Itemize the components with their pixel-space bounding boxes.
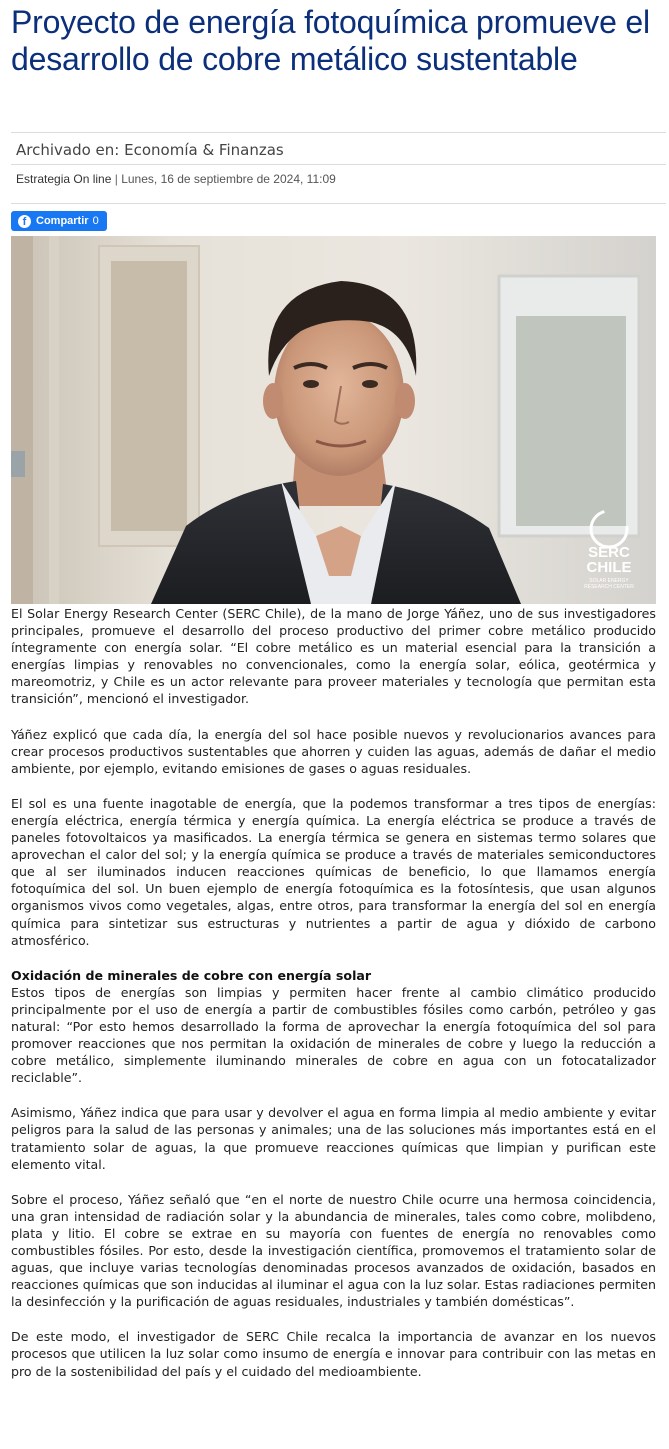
facebook-share-button[interactable] (11, 211, 107, 231)
byline-source: Estrategia On line (16, 172, 112, 186)
portrait-illustration (11, 236, 656, 604)
svg-text:CHILE: CHILE (586, 559, 632, 576)
paragraph: El Solar Energy Research Center (SERC Chile), de la mano de Jorge Yáñez, uno de sus investigadores principales, promueve el desarrollo del proceso productivo del primer cobre metálico producido íntegramente con energía solar. “El cobre metálico es un material esencial para la transición a energías limpias y renovables no convencionales, como la energía solar, eólica, geotérmica y mareomotriz, y Chile es un actor relevante para proveer materiales y tecnología que permitan esta transición”, mencionó el investigador. (11, 606, 656, 707)
svg-text:SOLAR ENERGY: SOLAR ENERGY (589, 578, 629, 584)
paragraph: Yáñez explicó que cada día, la energía del sol hace posible nuevos y revolucionarios avances para crear procesos productivos sustentables que ahorren y cuiden las aguas, además de dañar el medio ambiente, por ejemplo, evitando emisiones de gases o aguas residuales. (11, 726, 656, 776)
paragraph: Estos tipos de energías son limpias y permiten hacer frente al cambio climático producido principalmente por el uso de energía a partir de combustibles fósiles como carbón, petróleo y gas natural: “Por esto hemos desarrollado la forma de aprovechar la energía fotoquímica del sol para promover reacciones que nos permitan la oxidación de minerales de cobre y luego la reducción a cobre metálico, simplemente iluminando minerales de cobre en agua con un fotocatalizador reciclable”. (11, 984, 656, 1086)
article-photo (11, 236, 656, 604)
byline-separator: | (114, 172, 118, 186)
archived-bar (11, 132, 666, 165)
article-body (11, 605, 656, 1398)
facebook-icon: f (18, 215, 31, 228)
share-label: Compartir (36, 215, 89, 227)
paragraph: De este modo, el investigador de SERC Chile recalca la importancia de avanzar en los nuevos procesos que utilicen la luz solar como insumo de energía e innovar para contribuir con las metas en pro de la sostenibilidad del país y el cuidado del medioambiente. (11, 1329, 656, 1379)
page-title: Proyecto de energía fotoquímica promueve el desarrollo de cobre metálico sustentable (11, 4, 650, 77)
share-count: 0 (92, 215, 99, 227)
paragraph: Asimismo, Yáñez indica que para usar y devolver el agua en forma limpia al medio ambiente y evitar peligros para la salud de las personas y animales; una de las soluciones más importantes está en el tratamiento solar de aguas, la que promueve reacciones químicas que limpian y purifican este elemento vital. (11, 1105, 656, 1172)
paragraph: El sol es una fuente inagotable de energía, que la podemos transformar a tres tipos de energías: energía eléctrica, energía térmica y energía química. La energía eléctrica se produce a través de paneles fotovoltaicos ya masificados. La energía térmica se genera en sistemas termo solares que aprovechan el calor del sol; y la energía química se produce a través de materiales semiconductores que al ser iluminados inducen reacciones químicas de beneficio, lo que llamamos energía fotoquímica del sol. Un buen ejemplo de energía fotoquímica es la fotosíntesis, que usan algunos organismos vivos como vegetales, algas, entre otros, para transformar la energía del sol en energía química para sintetizar sus estructuras y nutrientes a partir de agua y dióxido de carbono atmosférico. (11, 795, 656, 948)
divider (11, 203, 666, 204)
archived-label: Archivado en: (16, 141, 120, 159)
section-subheading: Oxidación de minerales de cobre con energía solar (11, 967, 372, 983)
byline (16, 172, 336, 186)
logo-text: SERC (588, 544, 630, 561)
paragraph: Sobre el proceso, Yáñez señaló que “en el norte de nuestro Chile ocurre una hermosa coincidencia, una gran intensidad de radiación solar y la abundancia de minerales, tales como cobre, molibdeno, plata y litio. El cobre se extrae en su mayoría con fuentes de energía no renovables como combustibles fósiles. Por esto, desde la investigación científica, promovemos el tratamiento solar de aguas, que incluye varias tecnologías denominadas procesos avanzados de oxidación, basados en reacciones químicas que son inducidas al iluminar el agua con la luz solar. Estas radiaciones permiten la desinfección y la purificación de aguas residuales, industriales y también domésticas”. (11, 1191, 656, 1310)
article-container (11, 0, 666, 1379)
byline-date: Lunes, 16 de septiembre de 2024, 11:09 (121, 172, 336, 186)
archived-text (16, 141, 284, 159)
svg-text:RESEARCH CENTER: RESEARCH CENTER (584, 584, 634, 590)
archived-category-link[interactable]: Economía & Finanzas (124, 141, 284, 159)
